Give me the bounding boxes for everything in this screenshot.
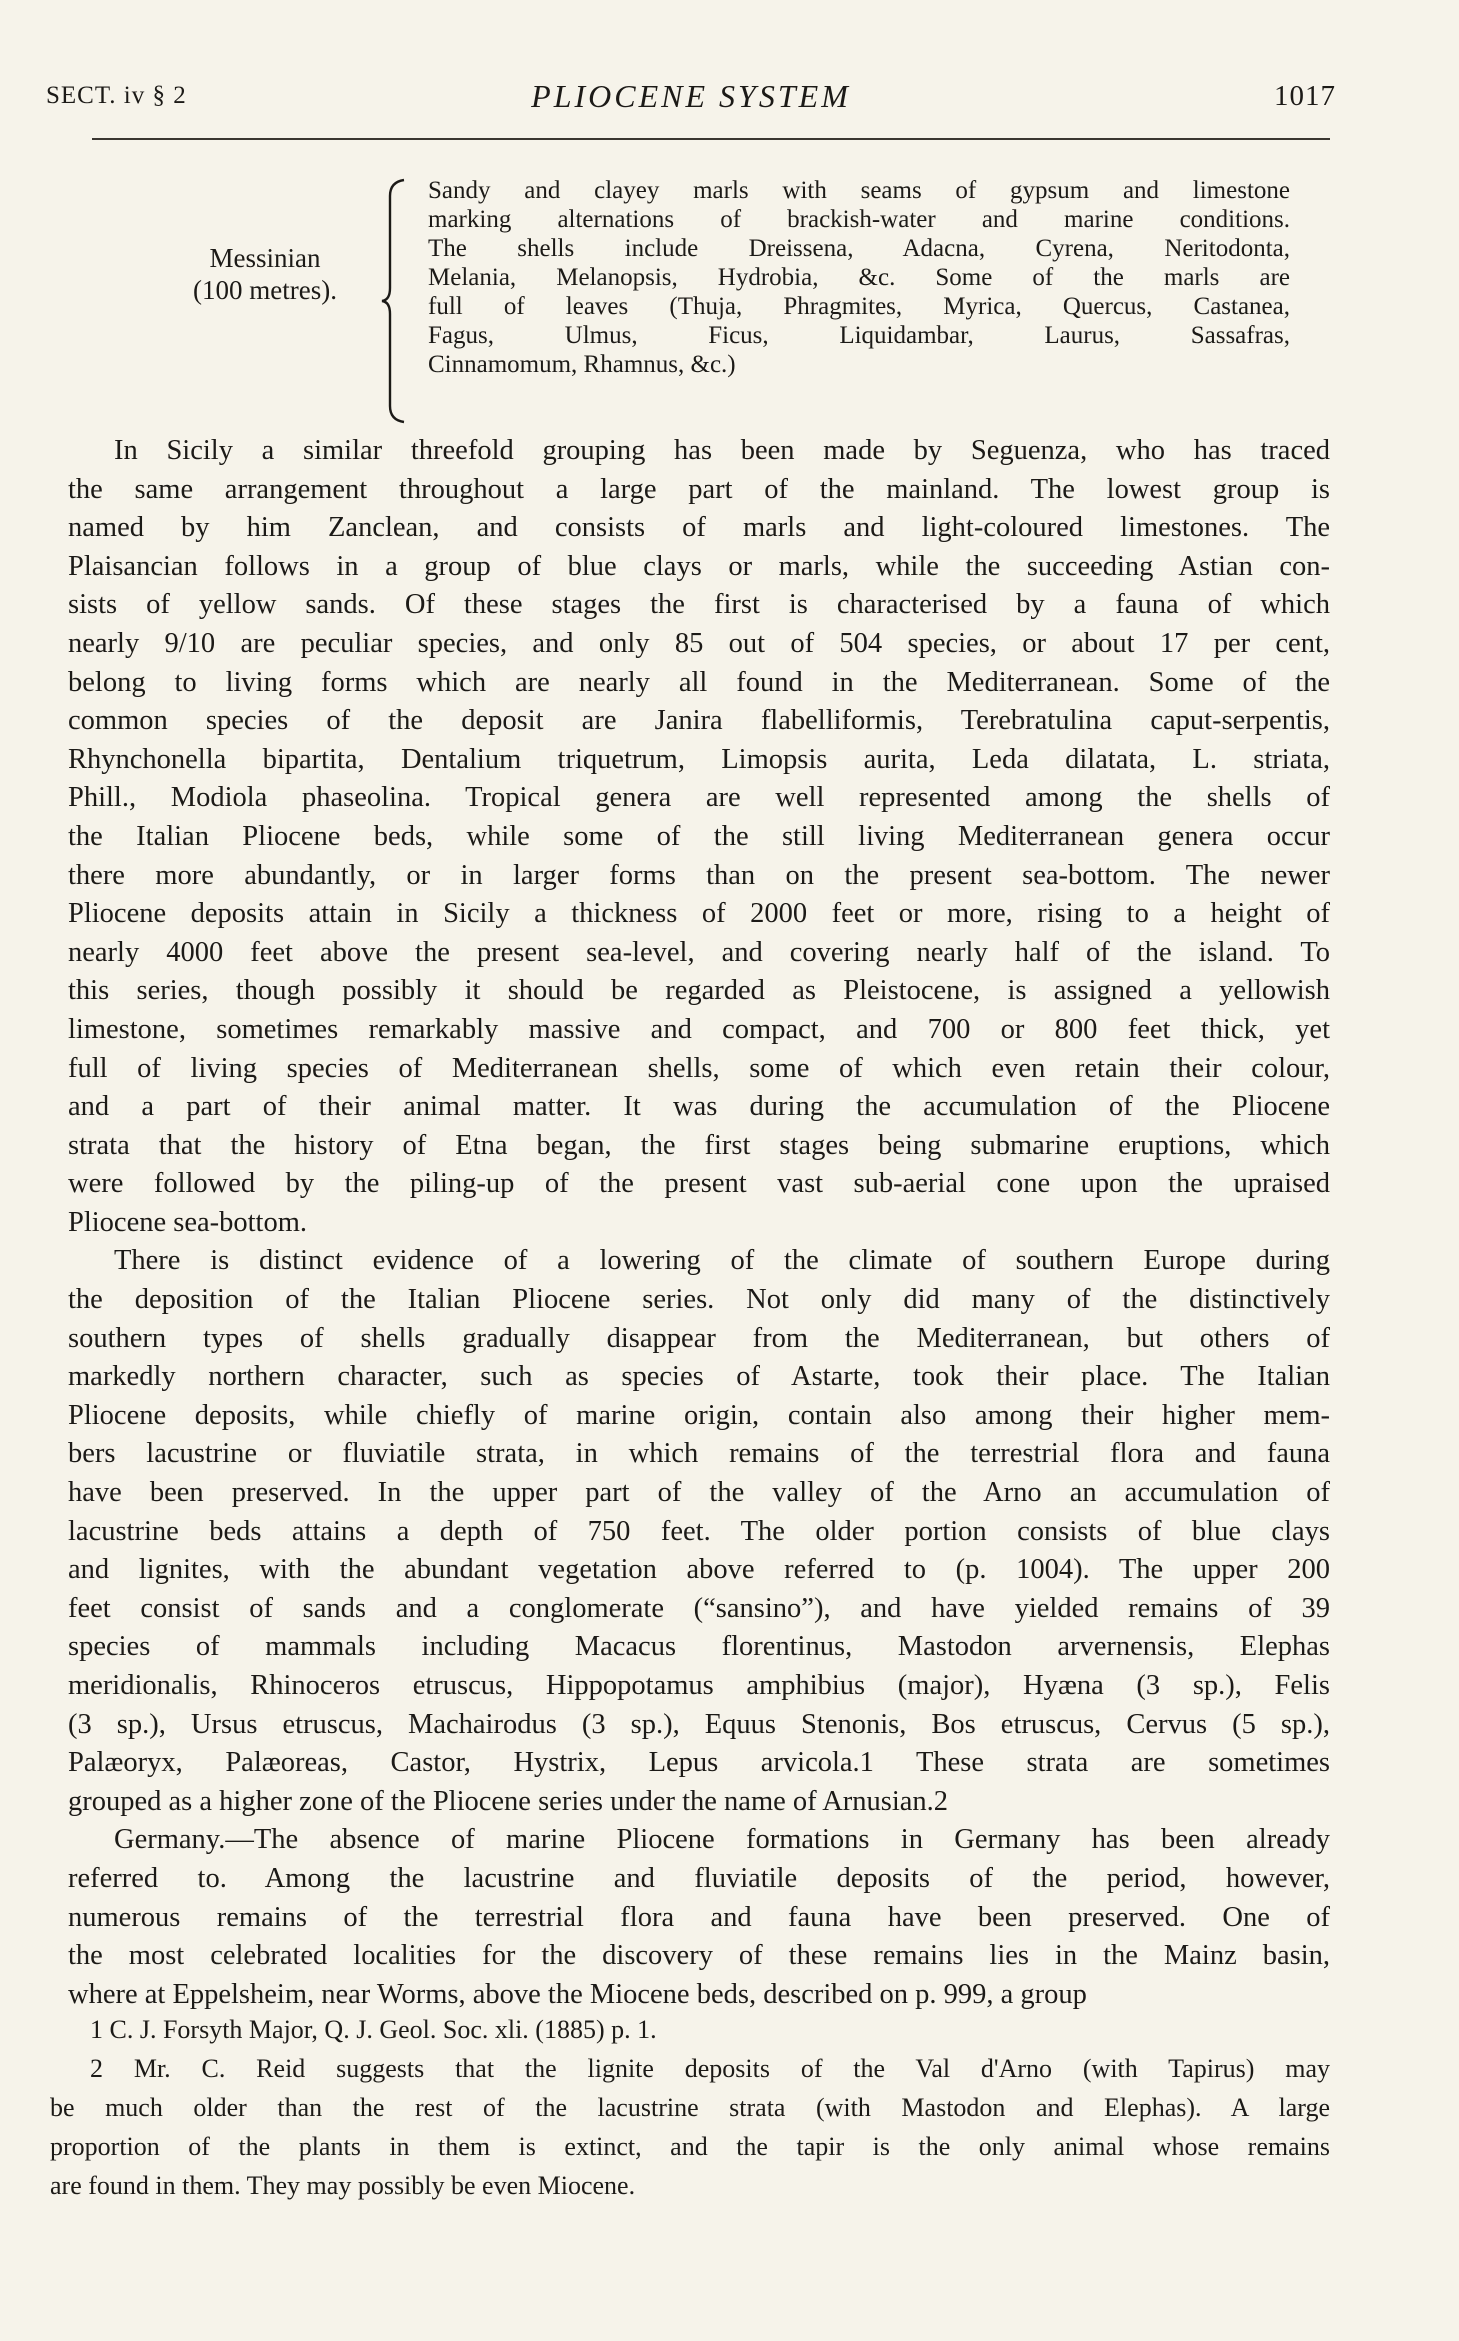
running-header — [46, 74, 1336, 124]
footnote-line: proportion of the plants in them is extinct, and the tapir is the only animal whose remains — [50, 2132, 1330, 2161]
section-reference: SECT. iv § 2 — [46, 82, 187, 109]
stratum-line: Melania, Melanopsis, Hydrobia, &c. Some of the marls are — [428, 264, 1290, 291]
stratum-line: Fagus, Ulmus, Ficus, Liquidambar, Laurus, Sassafras, — [428, 322, 1290, 349]
body-line: there more abundantly, or in larger forms than on the present sea-bottom. The newer — [68, 859, 1330, 891]
body-line: southern types of shells gradually disappear from the Mediterranean, but others of — [68, 1322, 1330, 1354]
body-line: markedly northern character, such as species of Astarte, took their place. The Italian — [68, 1361, 1330, 1393]
footnote-line: 2 Mr. C. Reid suggests that the lignite deposits of the Val d'Arno (with Tapirus) may — [90, 2054, 1330, 2083]
body-line: meridionalis, Rhinoceros etruscus, Hippopotamus amphibius (major), Hyæna (3 sp.), Felis — [68, 1670, 1330, 1701]
body-line: Germany.—The absence of marine Pliocene formations in Germany has been already — [114, 1824, 1330, 1856]
body-line: the Italian Pliocene beds, while some of the still living Mediterranean genera occur — [68, 820, 1330, 852]
stratum-name: Messinian — [209, 243, 321, 273]
body-line: limestone, sometimes remarkably massive and compact, and 700 or 800 feet thick, yet — [68, 1013, 1330, 1045]
body-line: full of living species of Mediterranean shells, some of which even retain their colour, — [68, 1052, 1330, 1084]
body-line: feet consist of sands and a conglomerate (“sansino”), and have yielded remains of 39 — [68, 1592, 1330, 1624]
body-line: Pliocene deposits attain in Sicily a thickness of 2000 feet or more, rising to a height of — [68, 898, 1330, 930]
header-rule — [92, 138, 1330, 140]
body-line: lacustrine beds attains a depth of 750 feet. The older portion consists of blue clays — [68, 1515, 1330, 1547]
body-line: (3 sp.), Ursus etruscus, Machairodus (3 sp.), Equus Stenonis, Bos etruscus, Cervus (5 sp.), — [68, 1708, 1330, 1740]
body-line: where at Eppelsheim, near Worms, above the Miocene beds, described on p. 999, a group — [68, 1978, 1087, 2010]
body-line: and a part of their animal matter. It was during the accumulation of the Pliocene — [68, 1091, 1330, 1123]
body-text — [68, 432, 1330, 2014]
body-line: the deposition of the Italian Pliocene series. Not only did many of the distinctively — [68, 1284, 1330, 1316]
body-line: Pliocene deposits, while chiefly of marine origin, contain also among their higher mem- — [68, 1399, 1330, 1431]
stratum-table — [150, 176, 1335, 426]
body-line: bers lacustrine or fluviatile strata, in which remains of the terrestrial flora and fauna — [68, 1438, 1330, 1470]
footnote-line: be much older than the rest of the lacustrine strata (with Mastodon and Elephas). A large — [50, 2093, 1330, 2122]
body-line: There is distinct evidence of a lowering of the climate of southern Europe during — [114, 1245, 1330, 1277]
body-line: the same arrangement throughout a large part of the mainland. The lowest group is — [68, 473, 1330, 505]
stratum-line: Sandy and clayey marls with seams of gypsum and limestone — [428, 177, 1290, 204]
body-line: belong to living forms which are nearly all found in the Mediterranean. Some of the — [68, 666, 1330, 698]
body-line: sists of yellow sands. Of these stages the first is characterised by a fauna of which — [68, 589, 1330, 621]
stratum-label — [170, 242, 360, 306]
running-title: PLIOCENE SYSTEM — [531, 78, 851, 114]
body-line: common species of the deposit are Janira flabelliformis, Terebratulina caput-serpentis, — [68, 705, 1330, 737]
body-line: nearly 9/10 are peculiar species, and only 85 out of 504 species, or about 17 per cent, — [68, 627, 1330, 659]
stratum-line: marking alternations of brackish-water and marine conditions. — [428, 206, 1290, 233]
body-line: have been preserved. In the upper part of the valley of the Arno an accumulation of — [68, 1477, 1330, 1509]
body-line: species of mammals including Macacus florentinus, Mastodon arvernensis, Elephas — [68, 1631, 1330, 1663]
body-line: the most celebrated localities for the discovery of these remains lies in the Mainz basin, — [68, 1940, 1330, 1972]
stratum-line: The shells include Dreissena, Adacna, Cyrena, Neritodonta, — [428, 235, 1290, 262]
footnotes — [50, 2010, 1330, 2205]
body-line: Rhynchonella bipartita, Dentalium triquetrum, Limopsis aurita, Leda dilatata, L. striata, — [68, 743, 1330, 775]
footnote-line: are found in them. They may possibly be even Miocene. — [50, 2171, 636, 2200]
footnote-line: 1 C. J. Forsyth Major, Q. J. Geol. Soc. xli. (1885) p. 1. — [90, 2015, 657, 2044]
body-line: Palæoryx, Palæoreas, Castor, Hystrix, Lepus arvicola.1 These strata are sometimes — [68, 1747, 1330, 1779]
stratum-description — [428, 176, 1290, 379]
body-line: were followed by the piling-up of the present vast sub-aerial cone upon the upraised — [68, 1168, 1330, 1200]
body-line: numerous remains of the terrestrial flora and fauna have been preserved. One of — [68, 1901, 1330, 1933]
body-line: referred to. Among the lacustrine and fluviatile deposits of the period, however, — [68, 1862, 1330, 1894]
body-line: strata that the history of Etna began, the first stages being submarine eruptions, which — [68, 1129, 1330, 1161]
body-line: Phill., Modiola phaseolina. Tropical genera are well represented among the shells of — [68, 782, 1330, 814]
brace-icon — [378, 176, 408, 426]
stratum-line: full of leaves (Thuja, Phragmites, Myrica, Quercus, Castanea, — [428, 293, 1290, 320]
body-line: this series, though possibly it should be regarded as Pleistocene, is assigned a yellowish — [68, 975, 1330, 1007]
body-line: Plaisancian follows in a group of blue clays or marls, while the succeeding Astian con- — [68, 550, 1330, 582]
body-line: named by him Zanclean, and consists of marls and light-coloured limestones. The — [68, 512, 1330, 544]
stratum-line: Cinnamomum, Rhamnus, &c.) — [428, 351, 736, 378]
body-line: Pliocene sea-bottom. — [68, 1206, 308, 1238]
page-number: 1017 — [1274, 80, 1336, 112]
body-line: and lignites, with the abundant vegetation above referred to (p. 1004). The upper 200 — [68, 1554, 1330, 1586]
body-line: nearly 4000 feet above the present sea-level, and covering nearly half of the island. To — [68, 936, 1330, 968]
body-line: In Sicily a similar threefold grouping has been made by Seguenza, who has traced — [114, 435, 1330, 466]
body-line: grouped as a higher zone of the Pliocene series under the name of Arnusian.2 — [68, 1785, 949, 1817]
stratum-thickness: (100 metres). — [193, 275, 337, 305]
